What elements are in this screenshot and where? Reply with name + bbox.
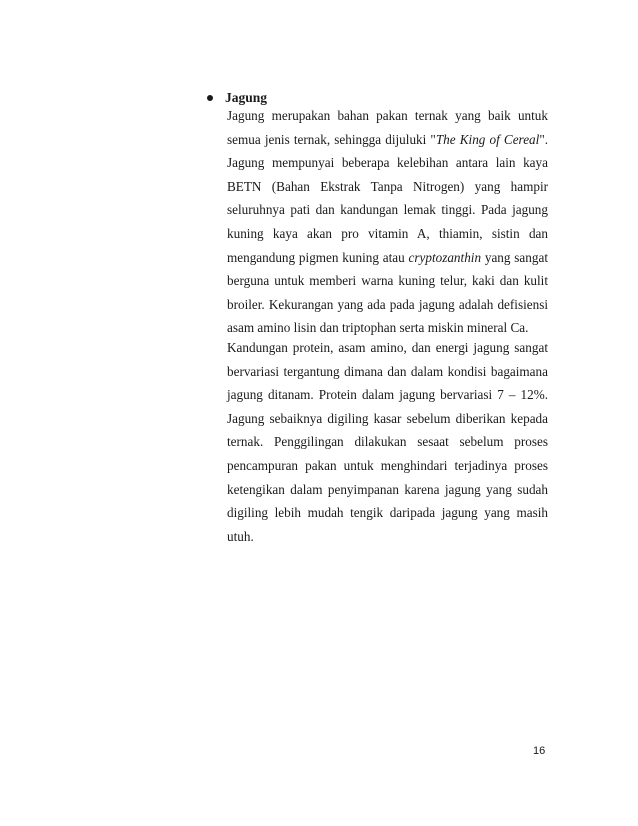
text-line: pencampuran pakan untuk menghindari terjadinya proses: [227, 457, 548, 473]
text-line: kuning kaya akan pro vitamin A, thiamin, sistin dan: [227, 225, 548, 241]
text-line: asam amino lisin dan triptophan serta miskin mineral Ca.: [227, 320, 529, 336]
text-line: ketengikan dalam penyimpanan karena jagung yang sudah: [227, 481, 548, 497]
text-line: berguna untuk memberi warna kuning telur, kaki dan kulit: [227, 273, 548, 289]
text-line: BETN (Bahan Ekstrak Tanpa Nitrogen) yang hampir: [227, 178, 548, 194]
text-line: Jagung merupakan bahan pakan ternak yang baik untuk: [227, 108, 548, 123]
italic-term: cryptozanthin: [408, 249, 482, 265]
text-line: broiler. Kekurangan yang ada pada jagung adalah defisiensi: [227, 296, 548, 312]
text-line: ternak. Penggilingan dilakukan sesaat sebelum proses: [227, 434, 548, 450]
page-number: 16: [533, 745, 546, 757]
text-line: bervariasi tergantung dimana dan dalam kondisi bagaimana: [227, 363, 548, 379]
text-line: digiling lebih mudah tengik daripada jagung yang masih: [227, 505, 548, 521]
text-line: Jagung mempunyai beberapa kelebihan antara lain kaya: [227, 155, 548, 171]
heading-text: Jagung: [225, 90, 268, 105]
paragraph-2: [227, 336, 548, 548]
text-line: jagung ditanam. Protein dalam jagung bervariasi 7 – 12%.: [227, 387, 548, 403]
text-line: seluruhnya pati dan kandungan lemak tinggi. Pada jagung: [227, 202, 548, 218]
bullet-icon: [207, 95, 213, 101]
text-line: Kandungan protein, asam amino, dan energi jagung sangat: [227, 340, 548, 355]
text-line: semua jenis ternak, sehingga dijuluki "The King of Cereal".: [227, 131, 548, 147]
paragraph-1: [227, 104, 548, 340]
text-line: Jagung sebaiknya digiling kasar sebelum diberikan kepada: [227, 410, 548, 426]
italic-term: The King of Cereal: [435, 131, 540, 147]
text-line: utuh.: [227, 528, 254, 544]
text-line: mengandung pigmen kuning atau cryptozanthin yang sangat: [227, 249, 548, 265]
